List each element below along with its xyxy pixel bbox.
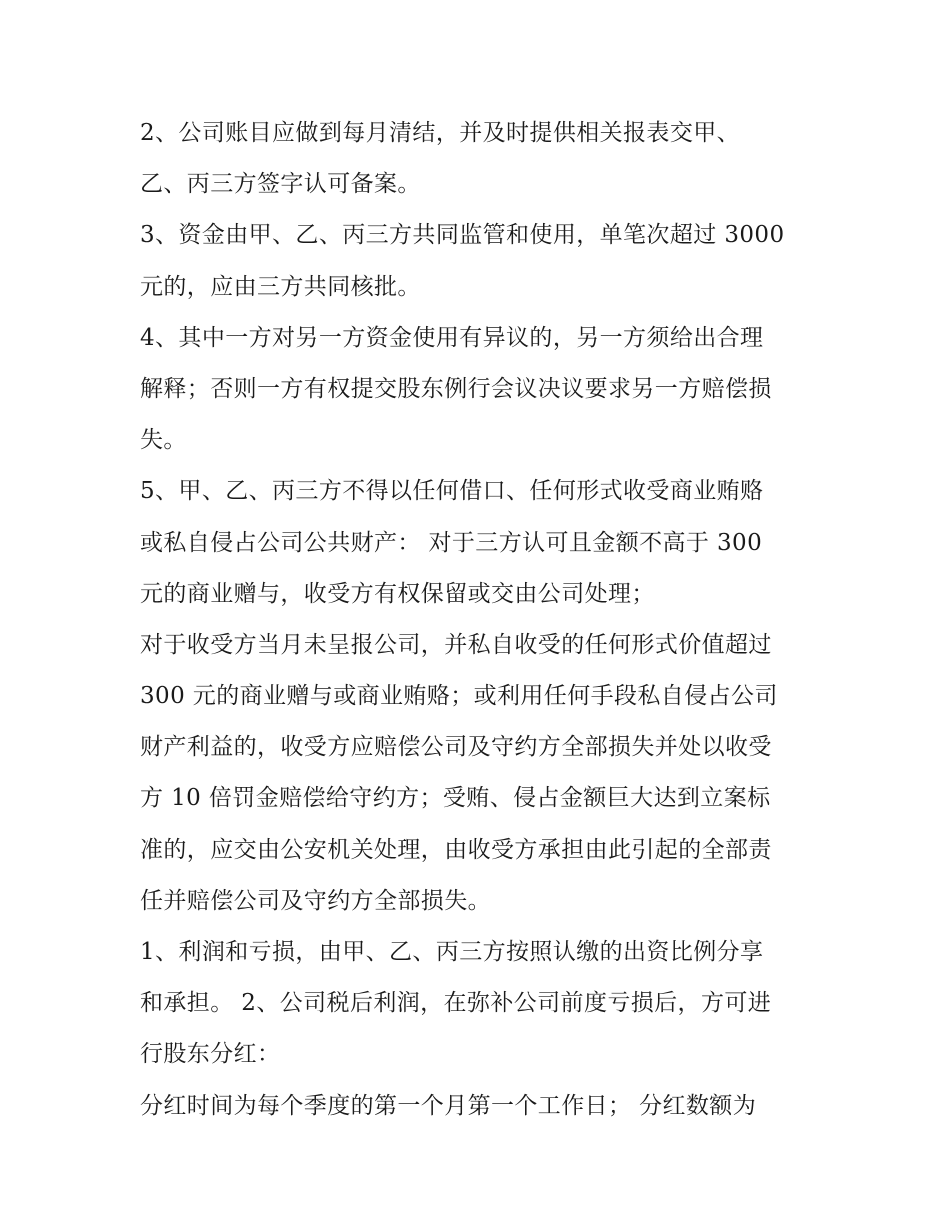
text-line: 5、甲、乙、丙三方不得以任何借口、任何形式收受商业贿赂 bbox=[140, 478, 764, 505]
text-line: 方 10 倍罚金赔偿给守约方；受贿、侵占金额巨大达到立案标 bbox=[140, 785, 771, 812]
text-line: 分红时间为每个季度的第一个月第一个工作日； 分红数额为 bbox=[140, 1092, 757, 1119]
text-line: 元的商业赠与，收受方有权保留或交由公司处理； bbox=[140, 580, 655, 607]
text-line: 任并赔偿公司及守约方全部损失。 bbox=[140, 887, 491, 914]
text-line: 准的，应交由公安机关处理，由收受方承担由此引起的全部责 bbox=[140, 836, 772, 863]
text-line: 3、资金由甲、乙、丙三方共同监管和使用，单笔次超过 3000 bbox=[140, 222, 785, 249]
text-line: 1、利润和亏损，由甲、乙、丙三方按照认缴的出资比例分享 bbox=[140, 939, 764, 965]
document-body bbox=[140, 108, 820, 1132]
text-line: 和承担。 2、公司税后利润，在弥补公司前度亏损后，方可进 bbox=[140, 990, 772, 1017]
text-line: 失。 bbox=[140, 427, 187, 454]
text-line: 乙、丙三方签字认可备案。 bbox=[140, 171, 421, 198]
text-line: 解释；否则一方有权提交股东例行会议决议要求另一方赔偿损 bbox=[140, 375, 772, 402]
text-line: 行股东分红： bbox=[140, 1041, 281, 1068]
text-line: 300 元的商业赠与或商业贿赂；或利用任何手段私自侵占公司 bbox=[140, 683, 778, 710]
text-line: 对于收受方当月未呈报公司，并私自收受的任何形式价值超过 bbox=[140, 631, 772, 658]
text-line: 4、其中一方对另一方资金使用有异议的，另一方须给出合理 bbox=[140, 324, 764, 351]
text-line: 财产利益的，收受方应赔偿公司及守约方全部损失并处以收受 bbox=[140, 734, 772, 761]
text-line: 或私自侵占公司公共财产： 对于三方认可且金额不高于 300 bbox=[140, 529, 763, 556]
text-line: 元的，应由三方共同核批。 bbox=[140, 273, 421, 300]
text-line: 2、公司账目应做到每月清结，并及时提供相关报表交甲、 bbox=[140, 120, 741, 146]
